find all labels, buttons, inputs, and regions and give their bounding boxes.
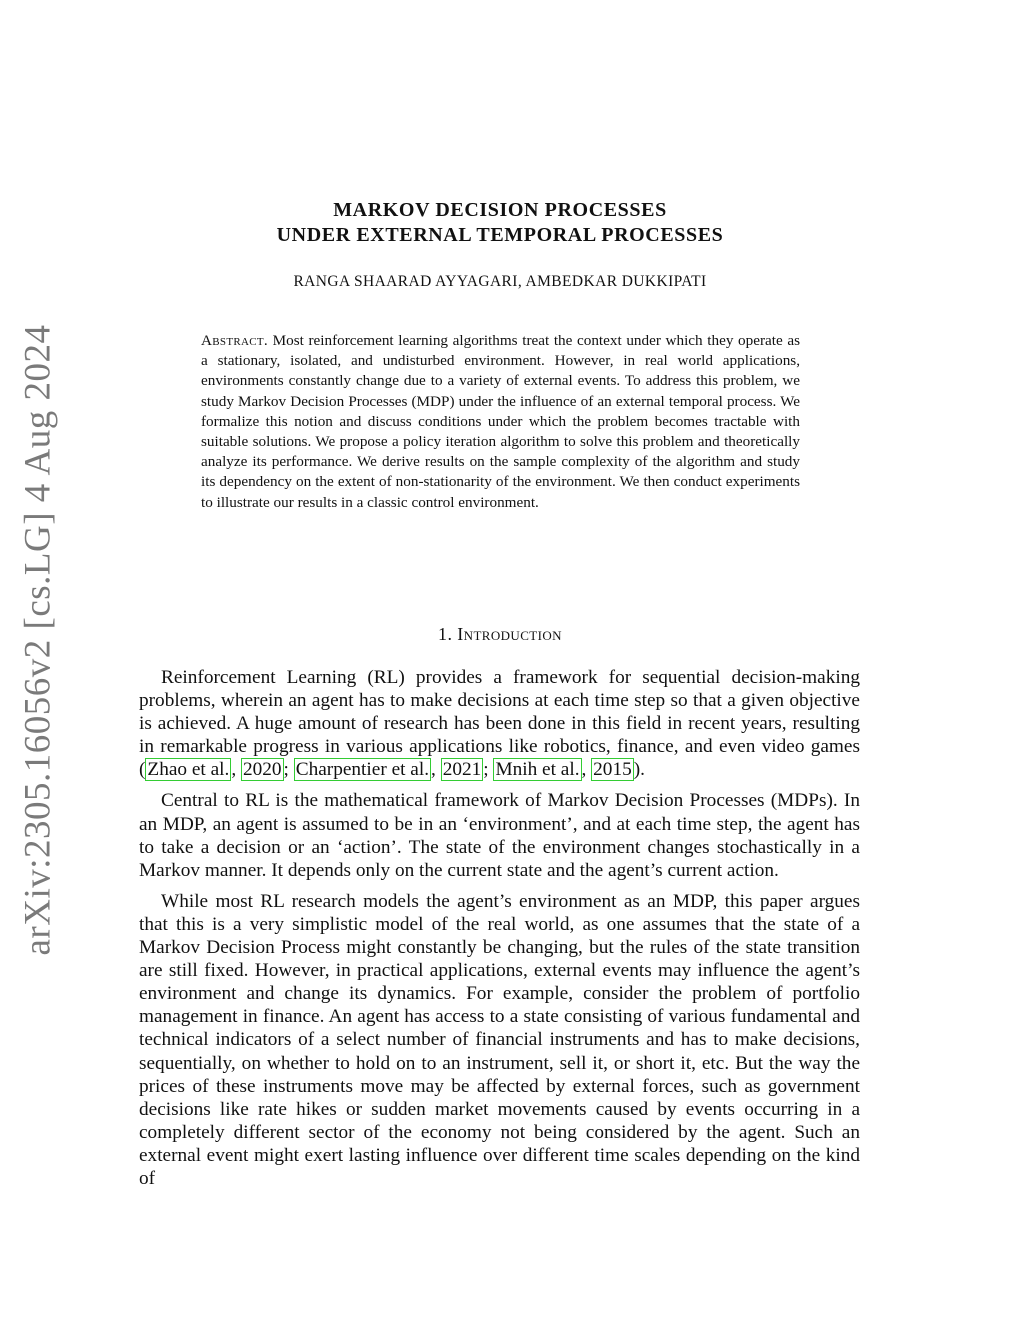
- section-number: 1.: [438, 624, 453, 644]
- paper-title-line-2: UNDER EXTERNAL TEMPORAL PROCESSES: [276, 224, 724, 246]
- abstract-text: Most reinforcement learning algorithms treat the context under which they operate as a stationary, isolated, and undisturbed environment. However, in real world applications, environments constantly change due to a variety of external events. To address this problem, we study Markov Decision Processes (MDP) under the influence of an external temporal process. We formalize this notion and discuss conditions under which the problem becomes tractable with suitable solutions. We propose a policy iteration algorithm to solve this problem and theoretically analyze its performance. We derive results on the sample complexity of the algorithm and study its dependency on the extent of non-stationarity of the environment. We then conduct experiments to illustrate our results in a classic control environment.: [201, 332, 800, 511]
- section-title: Introduction: [457, 624, 562, 644]
- paragraph-3: While most RL research models the agent’s environment as an MDP, this paper argues that this is a very simplistic model of the real world, as one assumes that the state of a Markov Decision Process might constantly be changing, but the rules of the state transition are still fixed. However, in practical applications, external events may influence the agent’s environment and change its dynamics. For example, consider the problem of portfolio management in finance. An agent has access to a state consisting of various fundamental and technical indicators of a select number of financial instruments and has to make decisions, sequentially, on whether to hold on to an instrument, sell it, or short it, etc. But the way the prices of these instruments move may be affected by external forces, such as government decisions like rate hikes or sudden market movements caused by events occurring in a completely different sector of the economy not being considered by the agent. Such an external event might exert lasting influence over different time scales depending on the kind of: [139, 890, 860, 1189]
- citation-link-zhao-year[interactable]: 2020: [242, 759, 282, 781]
- body-text: [139, 666, 860, 1198]
- paragraph-2: Central to RL is the mathematical framework of Markov Decision Processes (MDPs). In an MDP, an agent is assumed to be in an ‘environment’, and at each time step, the agent has to take a decision or an ‘action’. The state of the environment changes stochastically in a Markov manner. It depends only on the current state and the agent’s current action.: [139, 790, 860, 881]
- arxiv-identifier-stamp: arXiv:2305.16056v2 [cs.LG] 4 Aug 2024: [17, 324, 59, 956]
- citation-link-mnih-authors[interactable]: Mnih et al.: [495, 759, 580, 781]
- paragraph-1: Reinforcement Learning (RL) provides a framework for sequential decision-making problems, wherein an agent has to make decisions at each time step so that a given objective is achieved. A huge amount of research has been done in this field in recent years, resulting in remarkable progress in various applications like robotics, finance, and even video games ( Zhao et al. , 2020 ; Charpentier et al. , 2021 ; Mnih et al. , 2015 ).: [139, 667, 860, 781]
- abstract-label: Abstract.: [201, 332, 268, 349]
- paper-title: [0, 198, 1000, 248]
- citation-link-mnih-year[interactable]: 2015: [593, 759, 632, 781]
- paragraph-1-text: Reinforcement Learning (RL) provides a framework for sequential decision-making problems, wherein an agent has to make decisions at each time step so that a given objective is achieved. A huge amount of research has been done in this field in recent years, resulting in remarkable progress in various applications like robotics, finance, and even video games (: [139, 667, 860, 781]
- citation-link-charpentier-year[interactable]: 2021: [442, 759, 482, 781]
- section-heading-introduction: [0, 624, 1000, 645]
- paragraph-1-end: ).: [633, 759, 645, 781]
- citation-link-zhao-authors[interactable]: Zhao et al.: [147, 759, 230, 781]
- citation-link-charpentier-authors[interactable]: Charpentier et al.: [295, 759, 430, 781]
- paper-title-line-1: MARKOV DECISION PROCESSES: [333, 199, 667, 221]
- abstract: [201, 331, 800, 513]
- author-list: RANGA SHAARAD AYYAGARI, AMBEDKAR DUKKIPATI: [293, 273, 707, 290]
